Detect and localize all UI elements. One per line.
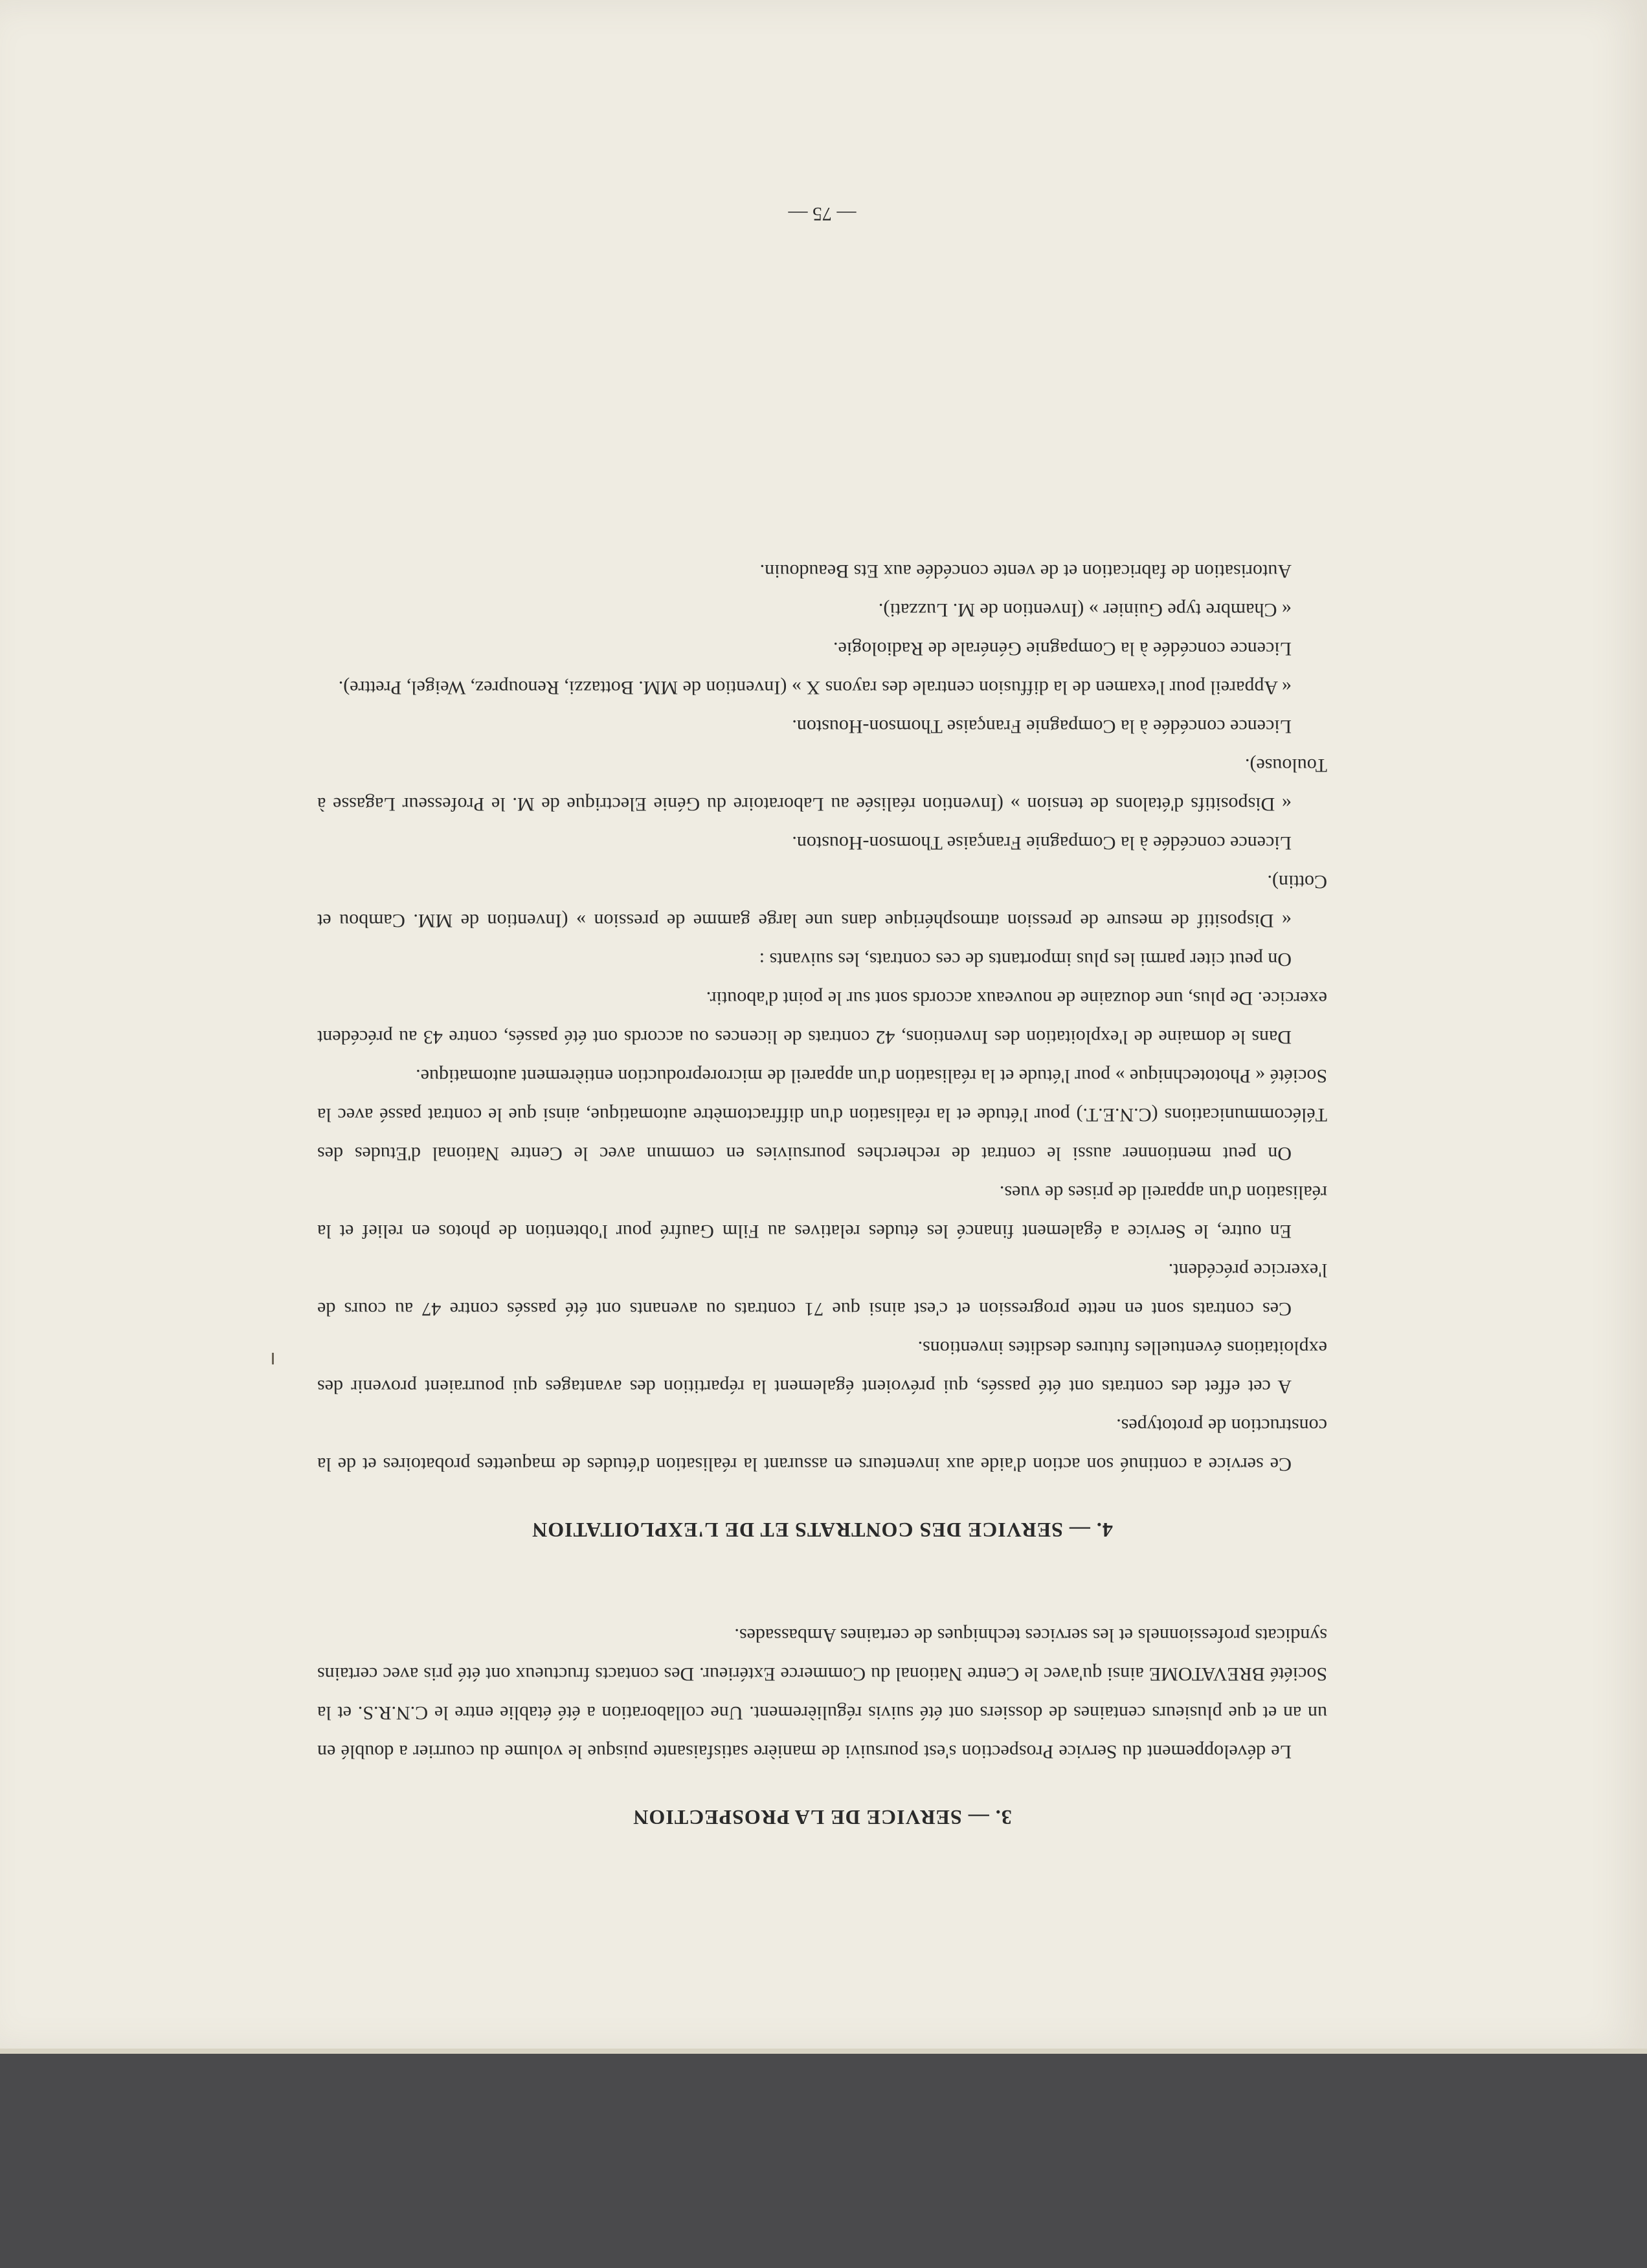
paragraph: En outre, le Service a également financé les études relatives au Film Gaufré pour l'obtention de photos en relief et la réalisation d'un appareil de prises de vues. xyxy=(317,1182,1327,1242)
paragraph: Le développement du Service Prospection s'est poursuivi de manière satisfaisante puisque le volume du courrier a doublé en un an et que plusieurs centaines de dossiers ont été suivis régulièrement. Une collaboration a été établie entre le C.N.R.S. et la Société BREVATOME ainsi qu'avec le Centre National du Commerce Extérieur. Des contacts fructueux ont été pris avec certains syndicats professionnels et les services techniques de certaines Ambassades. xyxy=(317,1625,1327,1762)
page-number: — 75 — xyxy=(788,203,857,225)
paragraph: Dans le domaine de l'exploitation des Inventions, 42 contrats de licences ou accords ont été passés, contre 43 au précédent exercice. De plus, une douzaine de nouveaux accords sont sur le point d'aboutir. xyxy=(317,988,1327,1048)
contract-example xyxy=(317,551,1327,629)
invention-description: « Appareil pour l'examen de la diffusion centrale des rayons X » (Invention de MM. Bottazzi, Renouprez, Weigel, Prettre). xyxy=(338,677,1292,698)
section-title: 4. — SERVICE DES CONTRATS ET DE L'EXPLOITATION xyxy=(532,1518,1113,1542)
licence-holder: Licence concédée à la Compagnie Française Thomson-Houston. xyxy=(792,716,1292,737)
document-page xyxy=(317,203,1327,1832)
paragraph: A cet effet des contrats ont été passés, qui prévoient également la répartition des avantages qui pourraient provenir des exploitations éventuelles futures desdites inventions. xyxy=(317,1337,1327,1397)
licence-holder: Licence concédée à la Compagnie Générale de Radiologie. xyxy=(833,638,1292,660)
contract-example xyxy=(317,707,1327,823)
section-contrats xyxy=(317,551,1327,1544)
margin-mark xyxy=(272,1353,274,1364)
paragraph: On peut citer parmi les plus importants de ces contrats, les suivants : xyxy=(759,949,1292,970)
paragraph: Ces contrats sont en nette progression et c'est ainsi que 71 contrats ou avenants ont été passés contre 47 au cours de l'exercice précédent. xyxy=(317,1260,1327,1320)
paragraph: On peut mentionner aussi le contrat de recherches poursuivies en commun avec le Centre National d'Etudes des Télécommunications (C.N.E.T.) pour l'étude et la réalisation d'un diffractomètre automatique, ainsi que le contrat passé avec la Société « Phototechnique » pour l'étude et la réalisation d'un appareil de microreproduction entièrement automatique. xyxy=(317,1065,1327,1164)
section-title: 3. — SERVICE DE LA PROSPECTION xyxy=(633,1806,1012,1829)
licence-holder: Autorisation de fabrication et de vente concédée aux Ets Beaudouin. xyxy=(759,561,1292,582)
licence-holder: Licence concédée à la Compagnie Française Thomson-Houston. xyxy=(792,832,1292,854)
section-prospection xyxy=(317,1616,1327,1832)
paragraph: Ce service a continué son action d'aide aux inventeurs en assurant la réalisation d'études de maquettes probatoires et de la construction de prototypes. xyxy=(317,1415,1327,1475)
contract-example xyxy=(317,629,1327,707)
invention-description: « Dispositif de mesure de pression atmosphérique dans une large gamme de pression » (Invention de MM. Cambou et Cottin). xyxy=(317,871,1327,931)
invention-description: « Dispositifs d'étalons de tension » (Invention réalisée au Laboratoire du Génie Electrique de M. le Professeur Lagasse à Toulouse). xyxy=(317,755,1327,815)
contract-example xyxy=(317,823,1327,940)
paper-edge xyxy=(0,2049,1647,2054)
invention-description: « Chambre type Guinier » (Invention de M. Luzzati). xyxy=(878,599,1292,621)
